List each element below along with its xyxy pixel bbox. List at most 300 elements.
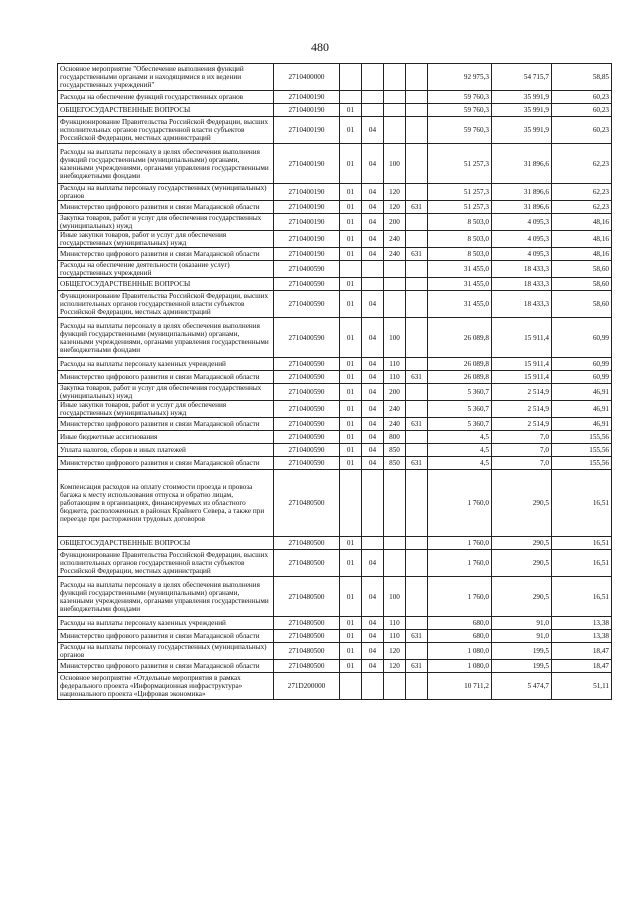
cell-code: 2710400590 — [274, 431, 340, 444]
cell-name: Расходы на выплаты персоналу казенных учреждений — [58, 358, 274, 371]
cell-v1: 26 089,8 — [428, 318, 492, 358]
cell-name: Функционирование Правительства Российской Федерации, высших исполнительных органов государственной власти субъектов Российской Федерации, местных администраций — [58, 117, 274, 144]
cell-v1: 51 257,3 — [428, 201, 492, 214]
cell-gr — [406, 643, 428, 660]
cell-gr — [406, 577, 428, 617]
cell-vr: 240 — [384, 231, 406, 248]
cell-gr — [406, 444, 428, 457]
cell-sub — [362, 91, 384, 104]
cell-code: 2710480500 — [274, 660, 340, 673]
cell-sec: 01 — [340, 371, 362, 384]
cell-v1: 8 503,0 — [428, 214, 492, 231]
cell-sec — [340, 261, 362, 278]
cell-gr: 631 — [406, 418, 428, 431]
cell-pct: 60,99 — [552, 371, 612, 384]
cell-sec: 01 — [340, 418, 362, 431]
cell-v1: 31 455,0 — [428, 278, 492, 291]
table-row — [58, 577, 612, 617]
table-row — [58, 201, 612, 214]
cell-vr: 800 — [384, 431, 406, 444]
cell-v1: 4,5 — [428, 431, 492, 444]
table-row — [58, 291, 612, 318]
cell-name: Министерство цифрового развития и связи Магаданской области — [58, 457, 274, 470]
table-row — [58, 117, 612, 144]
cell-name: Министерство цифрового развития и связи Магаданской области — [58, 660, 274, 673]
cell-name: Расходы на выплаты персоналу в целях обеспечения выполнения функций государственными (муниципальными) органами, казенными учреждениями, органами управления государственными внебюджетными фондами — [58, 144, 274, 184]
cell-v2: 15 911,4 — [492, 358, 552, 371]
cell-v2: 4 095,3 — [492, 248, 552, 261]
cell-sub: 04 — [362, 431, 384, 444]
cell-code: 2710480500 — [274, 550, 340, 577]
table-row — [58, 261, 612, 278]
cell-sub: 04 — [362, 214, 384, 231]
cell-v2: 91,0 — [492, 630, 552, 643]
cell-code: 2710400190 — [274, 91, 340, 104]
cell-v1: 8 503,0 — [428, 248, 492, 261]
cell-code: 2710400190 — [274, 184, 340, 201]
cell-v1: 1 080,0 — [428, 643, 492, 660]
cell-pct: 155,56 — [552, 431, 612, 444]
cell-sec: 01 — [340, 630, 362, 643]
cell-v2: 31 896,6 — [492, 184, 552, 201]
table-row — [58, 91, 612, 104]
cell-gr — [406, 104, 428, 117]
cell-sec — [340, 470, 362, 537]
cell-v1: 8 503,0 — [428, 231, 492, 248]
cell-v1: 1 760,0 — [428, 577, 492, 617]
cell-code: 2710480500 — [274, 643, 340, 660]
cell-v2: 18 433,3 — [492, 278, 552, 291]
cell-sec — [340, 64, 362, 91]
cell-vr: 240 — [384, 418, 406, 431]
cell-name: Закупка товаров, работ и услуг для обеспечения государственных (муниципальных) нужд — [58, 214, 274, 231]
table-row — [58, 470, 612, 537]
cell-name: ОБЩЕГОСУДАРСТВЕННЫЕ ВОПРОСЫ — [58, 537, 274, 550]
cell-v2: 35 991,9 — [492, 91, 552, 104]
cell-sub: 04 — [362, 401, 384, 418]
cell-vr — [384, 104, 406, 117]
cell-code: 2710400190 — [274, 214, 340, 231]
cell-vr — [384, 278, 406, 291]
cell-vr: 110 — [384, 371, 406, 384]
cell-v2: 2 514,9 — [492, 401, 552, 418]
cell-v1: 31 455,0 — [428, 291, 492, 318]
cell-pct: 16,51 — [552, 470, 612, 537]
cell-gr — [406, 358, 428, 371]
cell-sec: 01 — [340, 231, 362, 248]
cell-v2: 2 514,9 — [492, 418, 552, 431]
cell-gr: 631 — [406, 248, 428, 261]
cell-sec: 01 — [340, 384, 362, 401]
cell-vr: 120 — [384, 201, 406, 214]
cell-v2: 2 514,9 — [492, 384, 552, 401]
table-row — [58, 358, 612, 371]
cell-v1: 5 360,7 — [428, 384, 492, 401]
table-row — [58, 231, 612, 248]
cell-v1: 59 760,3 — [428, 91, 492, 104]
cell-vr — [384, 673, 406, 700]
cell-sec: 01 — [340, 104, 362, 117]
cell-code: 2710400590 — [274, 291, 340, 318]
cell-sub: 04 — [362, 371, 384, 384]
table-row — [58, 537, 612, 550]
cell-sub — [362, 673, 384, 700]
cell-code: 2710400590 — [274, 457, 340, 470]
cell-pct: 60,99 — [552, 358, 612, 371]
cell-vr: 120 — [384, 184, 406, 201]
table-row — [58, 660, 612, 673]
cell-v1: 1 080,0 — [428, 660, 492, 673]
table-row — [58, 278, 612, 291]
cell-code: 2710400590 — [274, 401, 340, 418]
cell-pct: 155,56 — [552, 444, 612, 457]
cell-vr — [384, 117, 406, 144]
cell-name: Закупка товаров, работ и услуг для обеспечения государственных (муниципальных) нужд — [58, 384, 274, 401]
cell-pct: 48,16 — [552, 248, 612, 261]
cell-v1: 1 760,0 — [428, 537, 492, 550]
cell-v1: 59 760,3 — [428, 104, 492, 117]
cell-sub: 04 — [362, 231, 384, 248]
cell-name: Уплата налогов, сборов и иных платежей — [58, 444, 274, 457]
cell-sec: 01 — [340, 201, 362, 214]
cell-v2: 199,5 — [492, 660, 552, 673]
cell-pct: 16,51 — [552, 577, 612, 617]
cell-name: Министерство цифрового развития и связи Магаданской области — [58, 371, 274, 384]
cell-code: 2710480500 — [274, 617, 340, 630]
cell-gr — [406, 184, 428, 201]
cell-pct: 60,23 — [552, 117, 612, 144]
cell-pct: 58,60 — [552, 291, 612, 318]
cell-sub: 04 — [362, 617, 384, 630]
cell-sub: 04 — [362, 550, 384, 577]
cell-sub: 04 — [362, 318, 384, 358]
cell-v1: 51 257,3 — [428, 144, 492, 184]
cell-name: Министерство цифрового развития и связи Магаданской области — [58, 201, 274, 214]
cell-name: Расходы на обеспечение деятельности (оказание услуг) государственных учреждений — [58, 261, 274, 278]
cell-sec: 01 — [340, 184, 362, 201]
cell-name: ОБЩЕГОСУДАРСТВЕННЫЕ ВОПРОСЫ — [58, 104, 274, 117]
cell-vr: 120 — [384, 660, 406, 673]
cell-code: 2710480500 — [274, 577, 340, 617]
cell-gr — [406, 261, 428, 278]
cell-gr: 631 — [406, 371, 428, 384]
page-number: 480 — [311, 40, 329, 54]
cell-vr: 240 — [384, 248, 406, 261]
cell-name: Иные закупки товаров, работ и услуг для обеспечения государственных (муниципальных) нужд — [58, 401, 274, 418]
cell-sub: 04 — [362, 248, 384, 261]
cell-v2: 199,5 — [492, 643, 552, 660]
cell-pct: 48,16 — [552, 214, 612, 231]
table-row — [58, 214, 612, 231]
table-row — [58, 144, 612, 184]
cell-sub: 04 — [362, 577, 384, 617]
cell-v1: 5 360,7 — [428, 401, 492, 418]
table-row — [58, 318, 612, 358]
cell-sub: 04 — [362, 660, 384, 673]
cell-code: 271D200000 — [274, 673, 340, 700]
cell-v1: 10 711,2 — [428, 673, 492, 700]
cell-gr — [406, 673, 428, 700]
cell-name: Министерство цифрового развития и связи Магаданской области — [58, 248, 274, 261]
table-row — [58, 431, 612, 444]
cell-pct: 16,51 — [552, 550, 612, 577]
cell-v2: 15 911,4 — [492, 318, 552, 358]
cell-sub: 04 — [362, 457, 384, 470]
cell-pct: 13,38 — [552, 617, 612, 630]
cell-sec: 01 — [340, 291, 362, 318]
cell-pct: 18,47 — [552, 643, 612, 660]
table-row — [58, 630, 612, 643]
cell-gr — [406, 291, 428, 318]
cell-vr: 100 — [384, 144, 406, 184]
cell-gr — [406, 318, 428, 358]
cell-pct: 155,56 — [552, 457, 612, 470]
cell-gr: 631 — [406, 457, 428, 470]
cell-vr: 110 — [384, 617, 406, 630]
cell-code: 2710400190 — [274, 231, 340, 248]
cell-gr — [406, 617, 428, 630]
cell-gr — [406, 550, 428, 577]
cell-gr — [406, 470, 428, 537]
cell-vr: 110 — [384, 630, 406, 643]
cell-pct: 58,85 — [552, 64, 612, 91]
table-row — [58, 64, 612, 91]
cell-pct: 13,38 — [552, 630, 612, 643]
cell-pct: 48,16 — [552, 231, 612, 248]
cell-code: 2710400590 — [274, 261, 340, 278]
cell-code: 2710400190 — [274, 201, 340, 214]
cell-v1: 59 760,3 — [428, 117, 492, 144]
cell-gr: 631 — [406, 630, 428, 643]
cell-v1: 26 089,8 — [428, 371, 492, 384]
cell-vr: 200 — [384, 384, 406, 401]
cell-pct: 51,11 — [552, 673, 612, 700]
cell-sub: 04 — [362, 184, 384, 201]
cell-sub: 04 — [362, 384, 384, 401]
cell-sub: 04 — [362, 291, 384, 318]
cell-v2: 35 991,9 — [492, 117, 552, 144]
cell-v1: 5 360,7 — [428, 418, 492, 431]
cell-v1: 1 760,0 — [428, 550, 492, 577]
cell-gr: 631 — [406, 201, 428, 214]
cell-v1: 26 089,8 — [428, 358, 492, 371]
cell-gr — [406, 431, 428, 444]
cell-sec — [340, 91, 362, 104]
cell-sub: 04 — [362, 144, 384, 184]
cell-sub: 04 — [362, 444, 384, 457]
cell-code: 2710480500 — [274, 630, 340, 643]
cell-code: 2710400590 — [274, 384, 340, 401]
cell-pct: 62,23 — [552, 184, 612, 201]
cell-v1: 31 455,0 — [428, 261, 492, 278]
cell-name: Расходы на выплаты персоналу в целях обеспечения выполнения функций государственными (муниципальными) органами, казенными учреждениями, органами управления государственными внебюджетными фондами — [58, 577, 274, 617]
cell-v2: 31 896,6 — [492, 144, 552, 184]
cell-name: Министерство цифрового развития и связи Магаданской области — [58, 418, 274, 431]
cell-gr — [406, 91, 428, 104]
cell-name: Иные закупки товаров, работ и услуг для обеспечения государственных (муниципальных) нужд — [58, 231, 274, 248]
cell-v2: 35 991,9 — [492, 104, 552, 117]
cell-vr — [384, 550, 406, 577]
cell-vr — [384, 537, 406, 550]
cell-name: Компенсация расходов на оплату стоимости проезда и провоза багажа к месту использования отпуска и обратно лицам, работающим в организациях, финансируемых из областного бюджета, расположенных в районах Крайнего Севера, а также при переезде при расторжении трудовых договоров — [58, 470, 274, 537]
cell-sec: 01 — [340, 401, 362, 418]
cell-sub: 04 — [362, 358, 384, 371]
cell-v2: 7,0 — [492, 444, 552, 457]
table-row — [58, 673, 612, 700]
cell-sub: 04 — [362, 201, 384, 214]
budget-table — [57, 63, 612, 700]
cell-vr — [384, 291, 406, 318]
cell-name: Основное мероприятие "Обеспечение выполнения функций государственными органами и находящимися в их ведении государственных учреждений" — [58, 64, 274, 91]
cell-vr — [384, 261, 406, 278]
cell-vr: 850 — [384, 457, 406, 470]
cell-vr: 850 — [384, 444, 406, 457]
cell-sub — [362, 278, 384, 291]
cell-pct: 60,23 — [552, 91, 612, 104]
cell-sec: 01 — [340, 617, 362, 630]
cell-pct: 58,60 — [552, 278, 612, 291]
cell-code: 2710400590 — [274, 371, 340, 384]
cell-v2: 18 433,3 — [492, 291, 552, 318]
cell-code: 2710400190 — [274, 104, 340, 117]
cell-sec — [340, 673, 362, 700]
cell-v2: 290,5 — [492, 550, 552, 577]
cell-gr — [406, 384, 428, 401]
table-row — [58, 104, 612, 117]
cell-code: 2710400590 — [274, 418, 340, 431]
cell-sec: 01 — [340, 248, 362, 261]
cell-pct: 16,51 — [552, 537, 612, 550]
cell-v2: 15 911,4 — [492, 371, 552, 384]
cell-code: 2710400190 — [274, 117, 340, 144]
table-row — [58, 457, 612, 470]
cell-code: 2710480500 — [274, 470, 340, 537]
cell-name: Основное мероприятие «Отдельные мероприятия в рамках федерального проекта «Информационная инфраструктура» национального проекта «Цифровая экономика» — [58, 673, 274, 700]
cell-vr: 240 — [384, 401, 406, 418]
cell-vr — [384, 470, 406, 537]
cell-name: ОБЩЕГОСУДАРСТВЕННЫЕ ВОПРОСЫ — [58, 278, 274, 291]
cell-sub: 04 — [362, 418, 384, 431]
cell-gr — [406, 537, 428, 550]
cell-v2: 91,0 — [492, 617, 552, 630]
table-row — [58, 444, 612, 457]
cell-sec: 01 — [340, 358, 362, 371]
cell-vr — [384, 91, 406, 104]
cell-sub: 04 — [362, 630, 384, 643]
cell-sec: 01 — [340, 660, 362, 673]
cell-v1: 51 257,3 — [428, 184, 492, 201]
table-row — [58, 401, 612, 418]
table-row — [58, 643, 612, 660]
cell-name: Расходы на выплаты персоналу государственных (муниципальных) органов — [58, 643, 274, 660]
cell-v2: 290,5 — [492, 470, 552, 537]
cell-sec: 01 — [340, 537, 362, 550]
table-row — [58, 550, 612, 577]
cell-vr: 100 — [384, 318, 406, 358]
cell-v1: 4,5 — [428, 457, 492, 470]
cell-vr — [384, 64, 406, 91]
cell-sub — [362, 537, 384, 550]
cell-v2: 4 095,3 — [492, 214, 552, 231]
cell-v2: 7,0 — [492, 457, 552, 470]
cell-code: 2710400000 — [274, 64, 340, 91]
cell-v2: 4 095,3 — [492, 231, 552, 248]
cell-v2: 290,5 — [492, 577, 552, 617]
cell-pct: 60,99 — [552, 318, 612, 358]
cell-pct: 62,23 — [552, 144, 612, 184]
cell-gr — [406, 64, 428, 91]
cell-v1: 1 760,0 — [428, 470, 492, 537]
cell-pct: 46,91 — [552, 418, 612, 431]
cell-v1: 92 975,3 — [428, 64, 492, 91]
cell-sec: 01 — [340, 117, 362, 144]
cell-sec: 01 — [340, 318, 362, 358]
cell-code: 2710400590 — [274, 278, 340, 291]
cell-sub — [362, 104, 384, 117]
cell-name: Функционирование Правительства Российской Федерации, высших исполнительных органов государственной власти субъектов Российской Федерации, местных администраций — [58, 291, 274, 318]
cell-v1: 680,0 — [428, 617, 492, 630]
cell-v1: 680,0 — [428, 630, 492, 643]
cell-pct: 46,91 — [552, 401, 612, 418]
cell-gr — [406, 117, 428, 144]
cell-gr — [406, 214, 428, 231]
table-row — [58, 418, 612, 431]
cell-gr — [406, 144, 428, 184]
table-row — [58, 184, 612, 201]
cell-code: 2710400590 — [274, 444, 340, 457]
table-row — [58, 617, 612, 630]
cell-sec: 01 — [340, 457, 362, 470]
table-row — [58, 384, 612, 401]
cell-gr — [406, 401, 428, 418]
table-row — [58, 371, 612, 384]
cell-gr: 631 — [406, 660, 428, 673]
cell-name: Функционирование Правительства Российской Федерации, высших исполнительных органов государственной власти субъектов Российской Федерации, местных администраций — [58, 550, 274, 577]
cell-sub: 04 — [362, 117, 384, 144]
cell-name: Расходы на выплаты персоналу казенных учреждений — [58, 617, 274, 630]
cell-code: 2710480500 — [274, 537, 340, 550]
cell-sec: 01 — [340, 431, 362, 444]
cell-sub — [362, 470, 384, 537]
cell-sub — [362, 261, 384, 278]
cell-v2: 7,0 — [492, 431, 552, 444]
cell-name: Расходы на выплаты персоналу в целях обеспечения выполнения функций государственными (муниципальными) органами, казенными учреждениями, органами управления государственными внебюджетными фондами — [58, 318, 274, 358]
cell-sec: 01 — [340, 278, 362, 291]
cell-v2: 290,5 — [492, 537, 552, 550]
cell-code: 2710400190 — [274, 144, 340, 184]
cell-gr — [406, 278, 428, 291]
cell-name: Министерство цифрового развития и связи Магаданской области — [58, 630, 274, 643]
cell-vr: 200 — [384, 214, 406, 231]
cell-vr: 120 — [384, 643, 406, 660]
cell-sec: 01 — [340, 214, 362, 231]
cell-name: Расходы на выплаты персоналу государственных (муниципальных) органов — [58, 184, 274, 201]
cell-sec: 01 — [340, 550, 362, 577]
table-row — [58, 248, 612, 261]
cell-sub: 04 — [362, 643, 384, 660]
cell-pct: 58,60 — [552, 261, 612, 278]
cell-sub — [362, 64, 384, 91]
cell-code: 2710400590 — [274, 318, 340, 358]
cell-v2: 5 474,7 — [492, 673, 552, 700]
cell-sec: 01 — [340, 577, 362, 617]
cell-vr: 100 — [384, 577, 406, 617]
cell-pct: 62,23 — [552, 201, 612, 214]
cell-v1: 4,5 — [428, 444, 492, 457]
cell-pct: 18,47 — [552, 660, 612, 673]
cell-sec: 01 — [340, 643, 362, 660]
cell-code: 2710400190 — [274, 248, 340, 261]
